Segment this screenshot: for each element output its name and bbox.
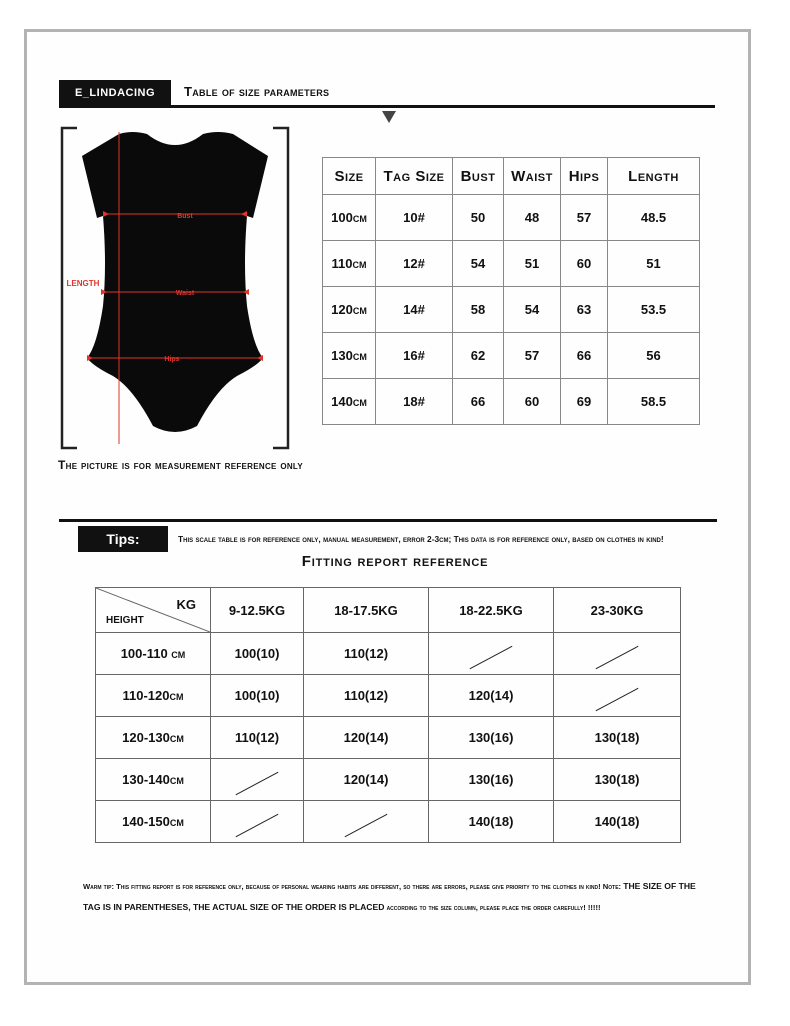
table-row <box>96 801 681 843</box>
height-cell: 130-140cm <box>96 759 211 801</box>
table-cell: 120cm <box>323 287 376 333</box>
table-cell: 51 <box>608 241 700 287</box>
table-cell: 62 <box>453 333 504 379</box>
bust-label: Bust <box>177 213 193 220</box>
table-cell: 130(18) <box>554 717 681 759</box>
table-cell: 18# <box>376 379 453 425</box>
slash-mark <box>596 688 639 711</box>
table-row <box>323 379 700 425</box>
weight-header: 9-12.5KG <box>211 588 304 633</box>
triangle-pointer-icon <box>382 111 396 123</box>
column-header: Size <box>323 158 376 195</box>
tips-text: This scale table is for reference only, manual measurement, error 2-3cm; This data is for reference only, based on clothes in kind! <box>178 534 664 544</box>
page-title: Table of size parameters <box>184 84 330 99</box>
warm-tip-text-end: according to the size column, please place the order carefully! !!!!! <box>384 903 601 912</box>
table-cell: 50 <box>453 195 504 241</box>
header-rule <box>59 105 715 108</box>
length-label: LENGTH <box>66 279 100 288</box>
table-cell: 110(12) <box>304 675 429 717</box>
table-header-row <box>323 158 700 195</box>
table-cell: 54 <box>453 241 504 287</box>
fitting-title: Fitting report reference <box>301 553 489 570</box>
table-cell: 140(18) <box>429 801 554 843</box>
slash-mark <box>470 646 513 669</box>
measurement-illustration <box>57 126 293 450</box>
height-cell: 140-150cm <box>96 801 211 843</box>
table-cell: 130(16) <box>429 759 554 801</box>
table-cell: 54 <box>504 287 561 333</box>
table-row <box>323 287 700 333</box>
column-header: Length <box>608 158 700 195</box>
table-cell: 48.5 <box>608 195 700 241</box>
fitting-report-table <box>95 587 681 843</box>
column-header: Hips <box>561 158 608 195</box>
kg-label: KG <box>176 597 196 612</box>
table-cell: 130(18) <box>554 759 681 801</box>
height-cell: 110-120cm <box>96 675 211 717</box>
table-row <box>96 717 681 759</box>
table-cell: 60 <box>561 241 608 287</box>
column-header: Waist <box>504 158 561 195</box>
height-cell: 120-130cm <box>96 717 211 759</box>
column-header: Tag Size <box>376 158 453 195</box>
table-row <box>323 333 700 379</box>
table-cell: 110(12) <box>211 717 304 759</box>
hips-label: Hips <box>164 356 180 363</box>
empty-cell <box>554 633 681 675</box>
table-cell: 100cm <box>323 195 376 241</box>
table-cell: 51 <box>504 241 561 287</box>
table-cell: 100(10) <box>211 675 304 717</box>
table-cell: 58.5 <box>608 379 700 425</box>
empty-cell <box>304 801 429 843</box>
warm-tip-emphasis: THE SIZE OF THE TAG IS IN PARENTHESES, THE ACTUAL SIZE OF THE ORDER IS PLACED <box>83 881 696 912</box>
size-parameters-table <box>322 157 700 425</box>
brand-label: E_LINDACING <box>59 80 171 106</box>
waist-label: Waist <box>175 290 195 297</box>
table-cell: 66 <box>561 333 608 379</box>
table-cell: 14# <box>376 287 453 333</box>
illustration-caption: The picture is for measurement reference only <box>58 458 304 472</box>
table-cell: 140cm <box>323 379 376 425</box>
weight-header: 18-22.5KG <box>429 588 554 633</box>
slash-mark <box>596 646 639 669</box>
table-cell: 140(18) <box>554 801 681 843</box>
right-bracket <box>273 128 288 448</box>
empty-cell <box>554 675 681 717</box>
table-cell: 120(14) <box>429 675 554 717</box>
corner-cell <box>96 588 211 633</box>
table-cell: 110cm <box>323 241 376 287</box>
table-cell: 130(16) <box>429 717 554 759</box>
height-label: HEIGHT <box>106 615 144 626</box>
empty-cell <box>429 633 554 675</box>
empty-cell <box>211 759 304 801</box>
slash-mark <box>236 814 279 837</box>
table-cell: 53.5 <box>608 287 700 333</box>
column-header: Bust <box>453 158 504 195</box>
table-row <box>96 675 681 717</box>
table-row <box>96 759 681 801</box>
table-cell: 56 <box>608 333 700 379</box>
table-cell: 63 <box>561 287 608 333</box>
empty-cell <box>211 801 304 843</box>
table-row <box>96 633 681 675</box>
table-cell: 57 <box>504 333 561 379</box>
left-bracket <box>62 128 77 448</box>
fitting-header-row <box>96 588 681 633</box>
table-cell: 58 <box>453 287 504 333</box>
table-row <box>323 241 700 287</box>
table-cell: 16# <box>376 333 453 379</box>
table-cell: 10# <box>376 195 453 241</box>
table-cell: 120(14) <box>304 759 429 801</box>
table-cell: 48 <box>504 195 561 241</box>
slash-mark <box>236 772 279 795</box>
table-cell: 69 <box>561 379 608 425</box>
warm-tip <box>83 876 703 918</box>
table-cell: 100(10) <box>211 633 304 675</box>
tips-rule <box>59 519 717 522</box>
table-cell: 57 <box>561 195 608 241</box>
tips-label: Tips: <box>78 526 168 552</box>
weight-header: 23-30KG <box>554 588 681 633</box>
table-row <box>323 195 700 241</box>
table-cell: 120(14) <box>304 717 429 759</box>
bodysuit-shape <box>82 132 268 432</box>
table-cell: 60 <box>504 379 561 425</box>
height-cell: 100-110 cm <box>96 633 211 675</box>
slash-mark <box>345 814 388 837</box>
table-cell: 66 <box>453 379 504 425</box>
table-cell: 12# <box>376 241 453 287</box>
weight-header: 18-17.5KG <box>304 588 429 633</box>
table-cell: 110(12) <box>304 633 429 675</box>
warm-tip-text: Warm tip: This fitting report is for reference only, because of personal wearing habits are different, so there are errors, please give priority to the clothes in kind! Note: <box>83 882 624 891</box>
table-cell: 130cm <box>323 333 376 379</box>
